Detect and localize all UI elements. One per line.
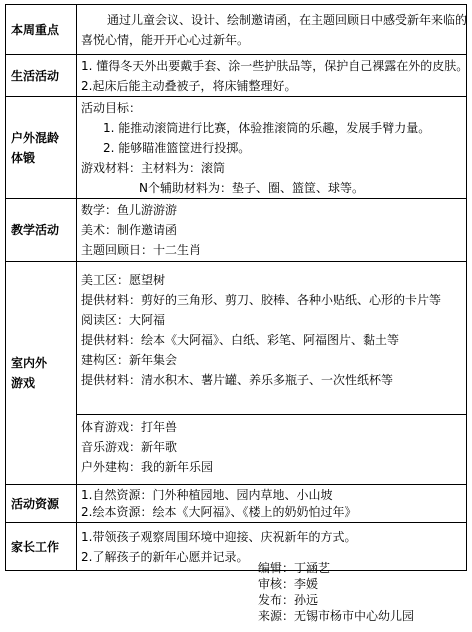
parents-line-1: 1.带领孩子观察周围环境中迎接、庆祝新年的方式。 xyxy=(81,529,357,544)
art-area: 美工区：愿望树 xyxy=(81,272,166,287)
outdoor-goal-1: 1. 能推动滚筒进行比赛，体验推滚筒的乐趣，发展手臂力量。 xyxy=(103,120,431,135)
source-credit: 来源：无锡市杨市中心幼儿园 xyxy=(258,609,415,623)
games-label-line-2: 游戏 xyxy=(11,376,36,390)
outdoor-goal-title: 活动目标： xyxy=(81,100,142,115)
other-games-block xyxy=(77,414,466,478)
label-teaching-activity: 教学活动 xyxy=(6,199,77,262)
teaching-line-3: 主题回顾日：十二生肖 xyxy=(81,243,202,257)
row-life-activity xyxy=(6,55,467,97)
construction-area: 建构区：新年集会 xyxy=(81,352,178,367)
outdoor-construction: 户外建构：我的新年乐园 xyxy=(81,459,214,474)
label-weekly-focus: 本周重点 xyxy=(6,5,77,55)
row-teaching-activity xyxy=(6,199,467,262)
content-teaching-activity xyxy=(77,199,467,262)
life-line-1: 1. 懂得冬天外出要戴手套、涂一些护肤品等，保护自己裸露在外的皮肤。 xyxy=(81,58,469,73)
art-materials: 提供材料：剪好的三角形、剪刀、胶棒、各种小贴纸、心形的卡片等 xyxy=(81,292,442,307)
label-outdoor-exercise xyxy=(6,97,77,199)
label-indoor-outdoor-games xyxy=(6,262,77,485)
content-weekly-focus xyxy=(77,5,467,55)
label-activity-resources: 活动资源 xyxy=(6,485,77,523)
games-label-line-1: 室内外 xyxy=(11,356,48,370)
publication-footer xyxy=(258,560,414,624)
label-parent-work: 家长工作 xyxy=(6,523,77,571)
music-game: 音乐游戏：新年歌 xyxy=(81,439,178,454)
outdoor-material-main: 游戏材料：主材料为：滚筒 xyxy=(81,160,226,175)
focus-line-2: 喜悦心情，能开开心心过新年。 xyxy=(81,32,250,47)
area-games-block xyxy=(81,269,462,414)
life-line-2: 2.起床后能主动叠被子，将床铺整理好。 xyxy=(81,78,297,93)
teaching-line-1: 数学：鱼儿游游游 xyxy=(81,203,178,217)
publisher-credit: 发布：孙远 xyxy=(258,593,319,607)
construction-materials: 提供材料：清水积木、薯片罐、养乐多瓶子、一次性纸杯等 xyxy=(81,372,394,387)
outdoor-label-line-1: 户外混龄 xyxy=(11,130,60,145)
weekly-plan-table xyxy=(5,4,467,571)
row-indoor-outdoor-games xyxy=(6,262,467,485)
reviewer-credit: 审核：李媛 xyxy=(258,577,319,591)
teaching-line-2: 美术：制作邀请函 xyxy=(81,223,178,237)
sports-game: 体育游戏：打年兽 xyxy=(81,419,178,434)
content-life-activity xyxy=(77,55,467,97)
reading-materials: 提供材料：绘本《大阿福》、白纸、彩笔、阿福图片、黏土等 xyxy=(81,332,400,347)
reading-area: 阅读区：大阿福 xyxy=(81,312,166,327)
resources-line-1: 1.自然资源：门外种植园地、园内草地、小山坡 xyxy=(81,487,333,502)
label-life-activity: 生活活动 xyxy=(6,55,77,97)
outdoor-material-aux: N个辅助材料为：垫子、圈、篮筐、球等。 xyxy=(139,180,364,195)
row-activity-resources xyxy=(6,485,467,523)
content-activity-resources xyxy=(77,485,467,523)
resources-line-2: 2.绘本资源：绘本《大阿福》、《楼上的奶奶怕过年》 xyxy=(81,504,357,519)
content-indoor-outdoor-games xyxy=(77,262,467,485)
outdoor-goal-2: 2. 能够瞄准篮筐进行投掷。 xyxy=(103,140,251,155)
outdoor-label-line-2: 体锻 xyxy=(11,150,36,165)
row-outdoor-exercise xyxy=(6,97,467,199)
content-outdoor-exercise xyxy=(77,97,467,199)
row-weekly-focus xyxy=(6,5,467,55)
editor-credit: 编辑：丁涵艺 xyxy=(258,561,331,575)
parents-line-2: 2.了解孩子的新年心愿并记录。 xyxy=(81,549,249,564)
focus-line-1: 通过儿童会议、设计、绘制邀请函，在主题回顾日中感受新年来临的 xyxy=(107,12,468,27)
